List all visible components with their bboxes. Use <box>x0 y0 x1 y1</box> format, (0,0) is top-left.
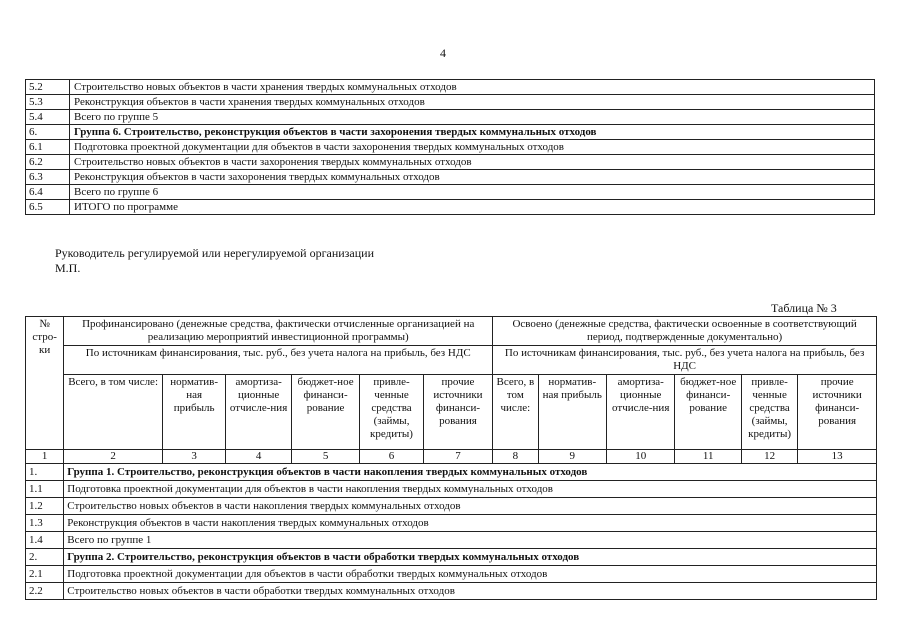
mastered-subcolumn-header: прочие источники финанси-рования <box>798 375 877 450</box>
table-row <box>26 170 875 185</box>
mastered-subcolumn-header: норматив-ная прибыль <box>538 375 606 450</box>
table-row <box>26 464 877 481</box>
row-number: 5.2 <box>26 80 70 95</box>
row-text: Подготовка проектной документации для объектов в части захоронения твердых коммунальных отходов <box>70 140 875 155</box>
column-index: 3 <box>162 450 225 464</box>
table-row <box>26 532 877 549</box>
row-number-header: № стро-ки <box>26 317 64 450</box>
row-number: 6.5 <box>26 200 70 215</box>
mastered-subcolumn-header: Всего, в том числе: <box>493 375 538 450</box>
table-row <box>26 80 875 95</box>
table-row <box>26 155 875 170</box>
financed-subcolumn-header: амортиза-ционные отчисле-ния <box>226 375 291 450</box>
financed-subcolumn-header: прочие источники финанси-рования <box>423 375 492 450</box>
table-row <box>26 110 875 125</box>
signature-title: Руководитель регулируемой или нерегулируемой организации <box>55 246 375 260</box>
table-3 <box>25 316 877 600</box>
row-number: 6.1 <box>26 140 70 155</box>
row-text: Реконструкция объектов в части накопления твердых коммунальных отходов <box>64 515 877 532</box>
row-text: Строительство новых объектов в части хранения твердых коммунальных отходов <box>70 80 875 95</box>
top-table <box>25 79 875 215</box>
table-row <box>26 515 877 532</box>
row-text: ИТОГО по программе <box>70 200 875 215</box>
mastered-sources-header: По источникам финансирования, тыс. руб., без учета налога на прибыль, без НДС <box>493 346 877 375</box>
financed-subcolumn-header: привле-ченные средства (займы, кредиты) <box>360 375 423 450</box>
column-index: 9 <box>538 450 606 464</box>
column-index: 13 <box>798 450 877 464</box>
row-number: 1.2 <box>26 498 64 515</box>
row-text: Группа 6. Строительство, реконструкция объектов в части захоронения твердых коммунальных отходов <box>70 125 875 140</box>
table-caption: Таблица № 3 <box>771 301 837 315</box>
table-row <box>26 549 877 566</box>
row-number: 5.4 <box>26 110 70 125</box>
row-number: 6.3 <box>26 170 70 185</box>
table-row <box>26 481 877 498</box>
mastered-subcolumn-header: амортиза-ционные отчисле-ния <box>606 375 674 450</box>
table-row <box>26 200 875 215</box>
financed-subcolumn-header: бюджет-ное финанси-рование <box>291 375 359 450</box>
row-text: Всего по группе 6 <box>70 185 875 200</box>
row-text: Всего по группе 5 <box>70 110 875 125</box>
mastered-subcolumn-header: привле-ченные средства (займы, кредиты) <box>741 375 797 450</box>
row-text: Подготовка проектной документации для объектов в части обработки твердых коммунальных отходов <box>64 566 877 583</box>
table-row <box>26 140 875 155</box>
row-text: Строительство новых объектов в части обработки твердых коммунальных отходов <box>64 583 877 600</box>
column-index: 10 <box>606 450 674 464</box>
row-number: 1.4 <box>26 532 64 549</box>
row-number: 1. <box>26 464 64 481</box>
financed-header: Профинансировано (денежные средства, фактически отчисленные организацией на реализацию мероприятий инвестиционной программы) <box>64 317 493 346</box>
column-index: 8 <box>493 450 538 464</box>
row-text: Реконструкция объектов в части хранения твердых коммунальных отходов <box>70 95 875 110</box>
row-number: 6. <box>26 125 70 140</box>
column-index: 1 <box>26 450 64 464</box>
table-row <box>26 185 875 200</box>
column-index: 5 <box>291 450 359 464</box>
column-index: 6 <box>360 450 423 464</box>
column-index: 4 <box>226 450 291 464</box>
row-text: Строительство новых объектов в части захоронения твердых коммунальных отходов <box>70 155 875 170</box>
stamp-placeholder: М.П. <box>55 261 81 275</box>
table-row <box>26 583 877 600</box>
financed-sources-header: По источникам финансирования, тыс. руб., без учета налога на прибыль, без НДС <box>64 346 493 375</box>
row-text: Реконструкция объектов в части захоронения твердых коммунальных отходов <box>70 170 875 185</box>
row-number: 2.1 <box>26 566 64 583</box>
table-row <box>26 125 875 140</box>
table-row <box>26 498 877 515</box>
row-text: Подготовка проектной документации для объектов в части накопления твердых коммунальных отходов <box>64 481 877 498</box>
mastered-header: Освоено (денежные средства, фактически освоенные в соответствующий период, подтвержденные документально) <box>493 317 877 346</box>
row-number: 6.4 <box>26 185 70 200</box>
column-index: 12 <box>741 450 797 464</box>
row-text: Строительство новых объектов в части накопления твердых коммунальных отходов <box>64 498 877 515</box>
table-row <box>26 95 875 110</box>
row-text: Группа 1. Строительство, реконструкция объектов в части накопления твердых коммунальных отходов <box>64 464 877 481</box>
page-number: 4 <box>440 46 446 60</box>
row-text: Группа 2. Строительство, реконструкция объектов в части обработки твердых коммунальных отходов <box>64 549 877 566</box>
row-number: 6.2 <box>26 155 70 170</box>
row-text: Всего по группе 1 <box>64 532 877 549</box>
row-number: 1.1 <box>26 481 64 498</box>
financed-subcolumn-header: норматив-ная прибыль <box>162 375 225 450</box>
mastered-subcolumn-header: бюджет-ное финанси-рование <box>675 375 741 450</box>
row-number: 1.3 <box>26 515 64 532</box>
row-number: 2. <box>26 549 64 566</box>
financed-subcolumn-header: Всего, в том числе: <box>64 375 163 450</box>
column-index: 7 <box>423 450 492 464</box>
row-number: 2.2 <box>26 583 64 600</box>
row-number: 5.3 <box>26 95 70 110</box>
column-index: 2 <box>64 450 163 464</box>
column-index: 11 <box>675 450 741 464</box>
table-row <box>26 566 877 583</box>
